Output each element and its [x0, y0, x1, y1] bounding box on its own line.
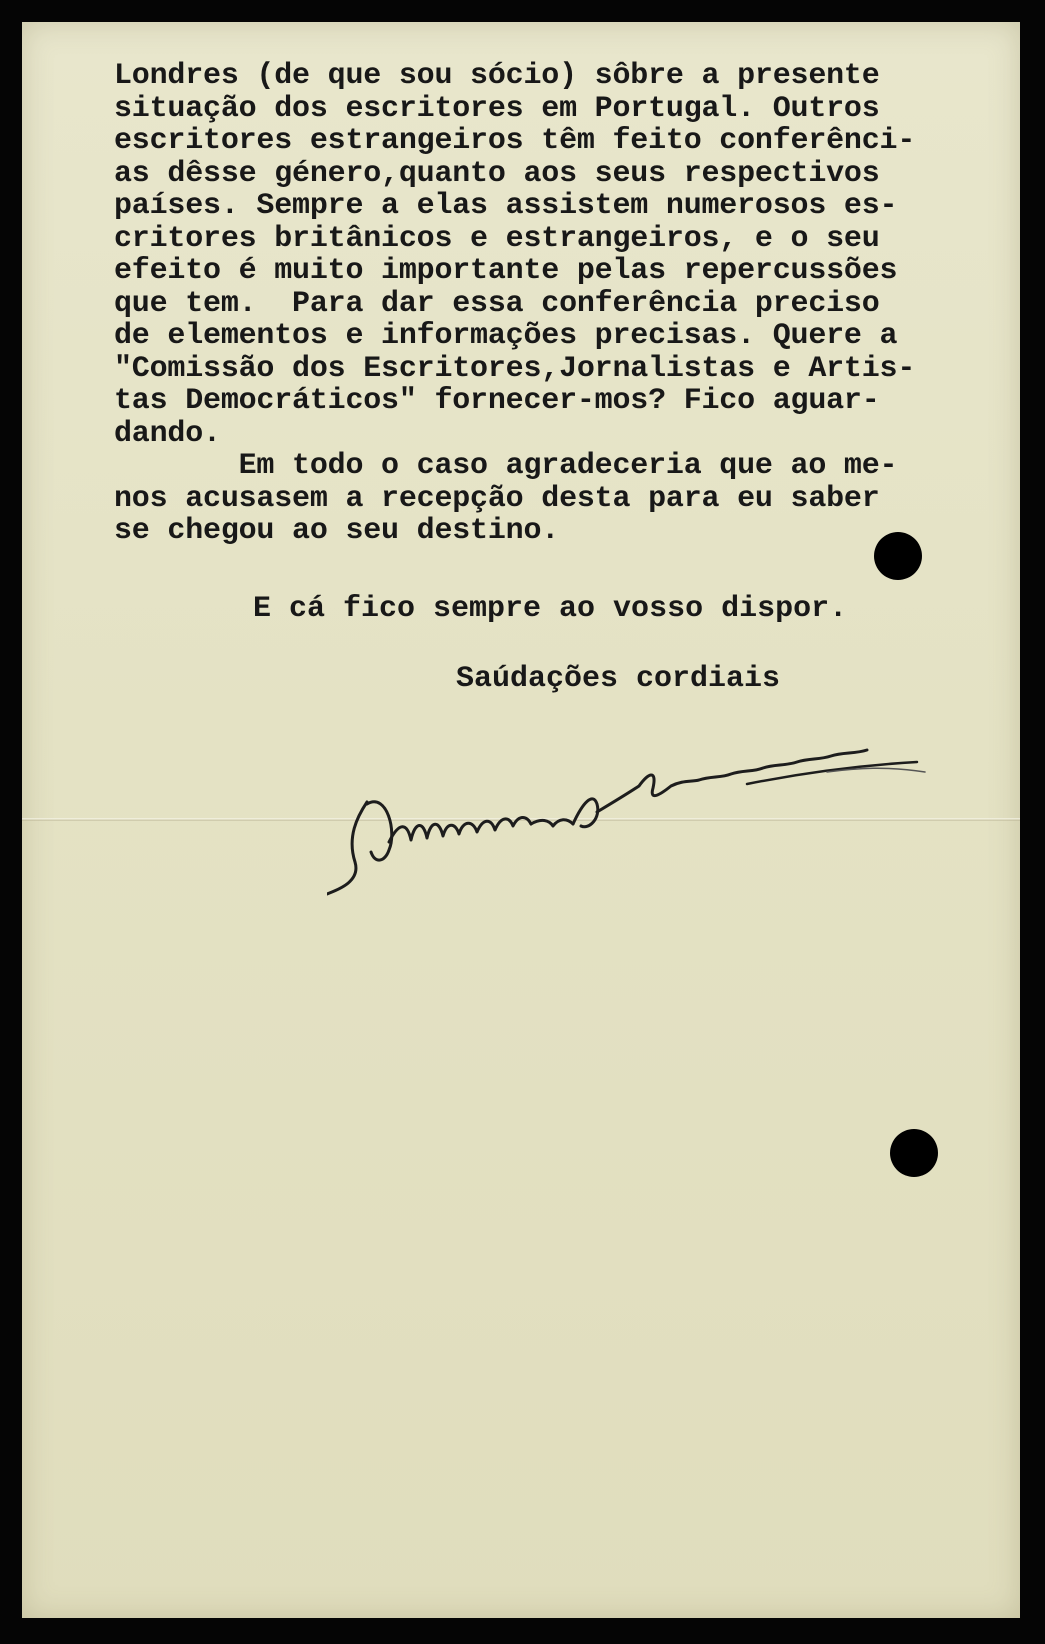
body-line: as dêsse género,quanto aos seus respectivos	[114, 156, 880, 191]
closing-line: E cá fico sempre ao vosso dispor.	[253, 592, 848, 626]
body-line: escritores estrangeiros têm feito conferênci-	[114, 124, 916, 158]
punch-hole	[890, 1129, 938, 1177]
letter-body	[114, 60, 1014, 548]
body-line: critores britânicos e estrangeiros, e o seu	[114, 221, 880, 256]
body-line: tas Democráticos" fornecer-mos? Fico aguar-	[114, 384, 880, 418]
body-line: que tem. Para dar essa conferência preciso	[114, 286, 880, 321]
body-line: situação dos escritores em Portugal. Outros	[114, 91, 880, 126]
letter-page	[22, 22, 1020, 1618]
body-line: Londres (de que sou sócio) sôbre a presente	[114, 59, 880, 93]
body-line: "Comissão dos Escritores,Jornalistas e Artis-	[114, 351, 916, 386]
body-line: países. Sempre a elas assistem numerosos es-	[114, 189, 898, 223]
handwritten-signature	[327, 722, 947, 902]
body-line: dando.	[114, 416, 221, 451]
body-line: nos acusasem a recepção desta para eu saber	[114, 481, 880, 516]
body-line: efeito é muito importante pelas repercussões	[114, 254, 898, 288]
body-line: Em todo o caso agradeceria que ao me-	[114, 449, 898, 483]
punch-hole	[874, 532, 922, 580]
body-line: de elementos e informações precisas. Quere a	[114, 319, 898, 353]
body-line: se chegou ao seu destino.	[114, 514, 560, 548]
salutation: Saúdações cordiais	[456, 662, 781, 696]
